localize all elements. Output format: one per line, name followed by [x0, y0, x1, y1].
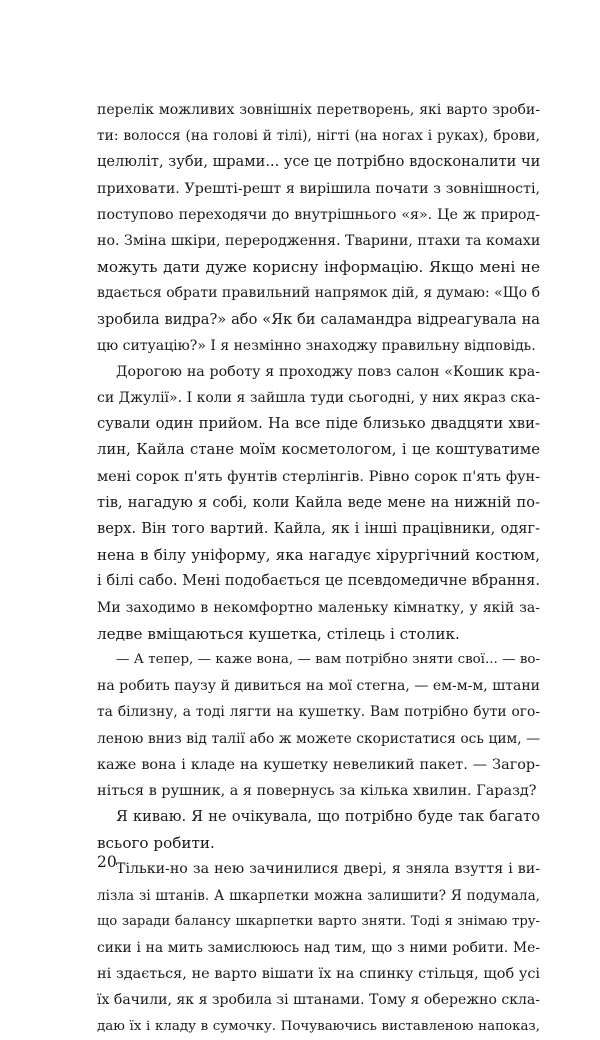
text-line: ледве вміщаються кушетка, стілець і столик.	[97, 624, 460, 643]
text-line: всього робити.	[97, 834, 215, 853]
text-line: ні здається, не варто вішати їх на спинку стільця, щоб усі	[97, 966, 540, 983]
text-line: даю їх і кладу в сумочку. Почуваючись виставленою напоказ,	[97, 1018, 540, 1034]
text-line: леною вниз від талії або ж можете скористатися ось цим, —	[97, 730, 540, 747]
text-line: зробила видра?» або «Як би саламандра відреагувала на	[97, 310, 540, 328]
page-number: 20	[97, 853, 117, 871]
text-line: Я киваю. Я не очікувала, що потрібно буде так багато	[116, 808, 540, 826]
text-line: нена в білу уніформу, яка нагадує хірургічний костюм,	[97, 546, 540, 565]
text-line: целюліт, зуби, шрами... усе це потрібно вдосконалити чи	[97, 153, 541, 171]
text-line: на робить паузу й дивиться на мої стегна, — ем-м-м, штани	[97, 678, 540, 695]
text-line: і білі сабо. Мені подобається це псевдомедичне вбрання.	[97, 572, 540, 590]
text-line: поступово переходячи до внутрішнього «я». Це ж природ-	[97, 206, 540, 223]
text-line: лізла зі штанів. А шкарпетки можна залишити? Я подумала,	[97, 887, 540, 904]
text-line: тів, нагадую я собі, коли Кайла веде мене на нижній по-	[97, 493, 540, 511]
text-line: перелік можливих зовнішніх перетворень, які варто зроби-	[97, 102, 540, 118]
text-line: сики і на мить замислююсь над тим, що з ними робити. Ме-	[97, 940, 540, 956]
text-line: Дорогою на роботу я проходжу повз салон «Кошик кра-	[116, 363, 540, 380]
text-line: їх бачили, як я зробила зі штанами. Тому я обережно скла-	[97, 992, 540, 1009]
text-line: цю ситуацію?» І я незмінно знаходжу правильну відповідь.	[97, 337, 536, 354]
text-line: си Джулії». І коли я зайшла туди сьогодні, у них якраз ска-	[97, 390, 540, 407]
text-line: Тільки-но за нею зачинилися двері, я зняла взуття і ви-	[116, 861, 540, 878]
page-body-text	[97, 97, 540, 1040]
text-line: — А тепер, — каже вона, — вам потрібно зняти свої... — во-	[116, 651, 540, 667]
text-line: каже вона і кладе на кушетку невеликий пакет. — Загор-	[97, 756, 540, 773]
text-line: ніться в рушник, а я повернусь за кілька хвилин. Гаразд?	[97, 782, 537, 799]
text-line: що заради балансу шкарпетки варто зняти. Тоді я знімаю тру-	[97, 913, 540, 929]
text-line: Ми заходимо в некомфортно маленьку кімнатку, у якій за-	[97, 599, 540, 616]
text-line: лин, Кайла стане моїм косметологом, і це коштуватиме	[97, 441, 540, 459]
text-line: мені сорок п'ять фунтів стерлінгів. Рівно сорок п'ять фун-	[97, 468, 540, 485]
text-line: вдається обрати правильний напрямок дій, я думаю: «Що б	[97, 285, 540, 302]
text-line: та білизну, а тоді лягти на кушетку. Вам потрібно бути ого-	[97, 704, 540, 721]
text-line: приховати. Урешті-решт я вирішила почати з зовнішності,	[97, 180, 540, 197]
text-line: ти: волосся (на голові й тілі), нігті (на ногах і руках), брови,	[97, 128, 540, 145]
text-line: сували один прийом. На все піде близько двадцяти хви-	[97, 415, 540, 433]
text-line: верх. Він того вартий. Кайла, як і інші працівники, одяг-	[97, 520, 540, 537]
text-line: но. Зміна шкіри, переродження. Тварини, птахи та комахи	[97, 232, 541, 249]
text-line: можуть дати дуже корисну інформацію. Якщо мені не	[97, 258, 540, 277]
